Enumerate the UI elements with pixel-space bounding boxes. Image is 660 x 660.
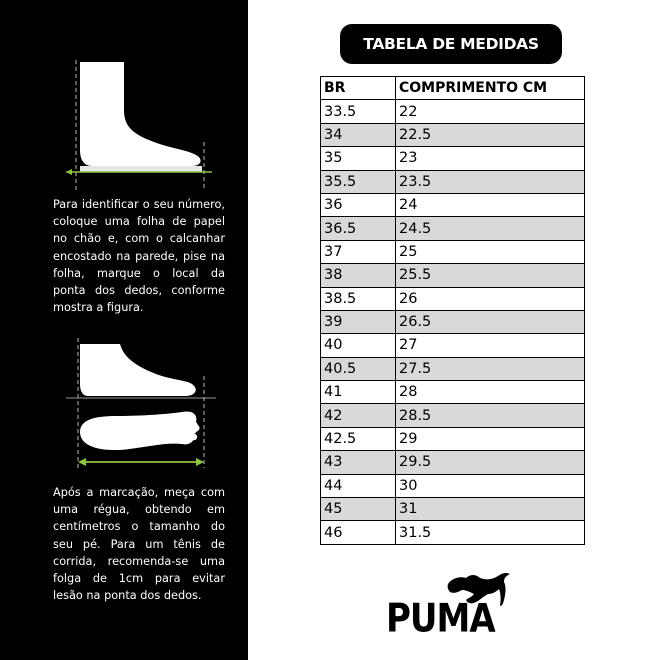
instructions-panel: [0, 0, 248, 660]
table-row: [321, 147, 585, 170]
length-cell: 29.5: [396, 451, 585, 474]
header-length-cm: COMPRIMENTO CM: [396, 77, 585, 100]
length-cell: 23: [396, 147, 585, 170]
br-size-cell: 43: [321, 451, 396, 474]
table-row: [321, 357, 585, 380]
br-size-cell: 35.5: [321, 170, 396, 193]
br-size-cell: 45: [321, 498, 396, 521]
length-cell: 31: [396, 498, 585, 521]
length-cell: 27: [396, 334, 585, 357]
table-row: [321, 217, 585, 240]
table-row: [321, 521, 585, 544]
table-row: [321, 404, 585, 427]
length-cell: 26: [396, 287, 585, 310]
br-size-cell: 37: [321, 240, 396, 263]
length-cell: 28.5: [396, 404, 585, 427]
br-size-cell: 38: [321, 264, 396, 287]
length-cell: 25.5: [396, 264, 585, 287]
length-cell: 24.5: [396, 217, 585, 240]
length-cell: 23.5: [396, 170, 585, 193]
table-row: [321, 240, 585, 263]
instruction-step-1: Para identificar o seu número, coloque uma folha de papel no chão e, com o calcanhar encostado na parede, pise na folha, marque o local da ponta dos dedos, conforme mostra a figura.: [53, 198, 225, 315]
size-table: [320, 76, 585, 545]
length-cell: 25: [396, 240, 585, 263]
br-size-cell: 35: [321, 147, 396, 170]
table-header-row: [321, 77, 585, 100]
table-row: [321, 100, 585, 123]
length-cell: 31.5: [396, 521, 585, 544]
table-row: [321, 264, 585, 287]
puma-wordmark: PUMA: [386, 596, 495, 642]
table-row: [321, 451, 585, 474]
length-cell: 27.5: [396, 357, 585, 380]
br-size-cell: 46: [321, 521, 396, 544]
length-cell: 26.5: [396, 310, 585, 333]
length-cell: 30: [396, 474, 585, 497]
length-cell: 24: [396, 193, 585, 216]
instruction-step-2: Após a marcação, meça com uma régua, obtendo em centímetros o tamanho do seu pé. Para um tênis de corrida, recomenda-se uma folga de 1cm para evitar lesão na ponta dos dedos.: [53, 486, 225, 603]
table-row: [321, 427, 585, 450]
table-row: [321, 287, 585, 310]
length-cell: 22: [396, 100, 585, 123]
table-title: TABELA DE MEDIDAS: [340, 24, 562, 64]
table-row: [321, 474, 585, 497]
length-cell: 28: [396, 381, 585, 404]
br-size-cell: 41: [321, 381, 396, 404]
br-size-cell: 33.5: [321, 100, 396, 123]
table-row: [321, 170, 585, 193]
table-row: [321, 334, 585, 357]
length-cell: 22.5: [396, 123, 585, 146]
table-row: [321, 310, 585, 333]
header-br: BR: [321, 77, 396, 100]
br-size-cell: 40.5: [321, 357, 396, 380]
foot-side-measure-illustration: [62, 54, 212, 194]
table-row: [321, 498, 585, 521]
br-size-cell: 38.5: [321, 287, 396, 310]
br-size-cell: 34: [321, 123, 396, 146]
table-row: [321, 123, 585, 146]
table-row: [321, 193, 585, 216]
puma-logo: [386, 570, 516, 642]
foot-top-measure-illustration: [64, 336, 218, 472]
br-size-cell: 40: [321, 334, 396, 357]
br-size-cell: 36.5: [321, 217, 396, 240]
br-size-cell: 42.5: [321, 427, 396, 450]
br-size-cell: 42: [321, 404, 396, 427]
length-cell: 29: [396, 427, 585, 450]
table-row: [321, 381, 585, 404]
br-size-cell: 44: [321, 474, 396, 497]
br-size-cell: 39: [321, 310, 396, 333]
br-size-cell: 36: [321, 193, 396, 216]
